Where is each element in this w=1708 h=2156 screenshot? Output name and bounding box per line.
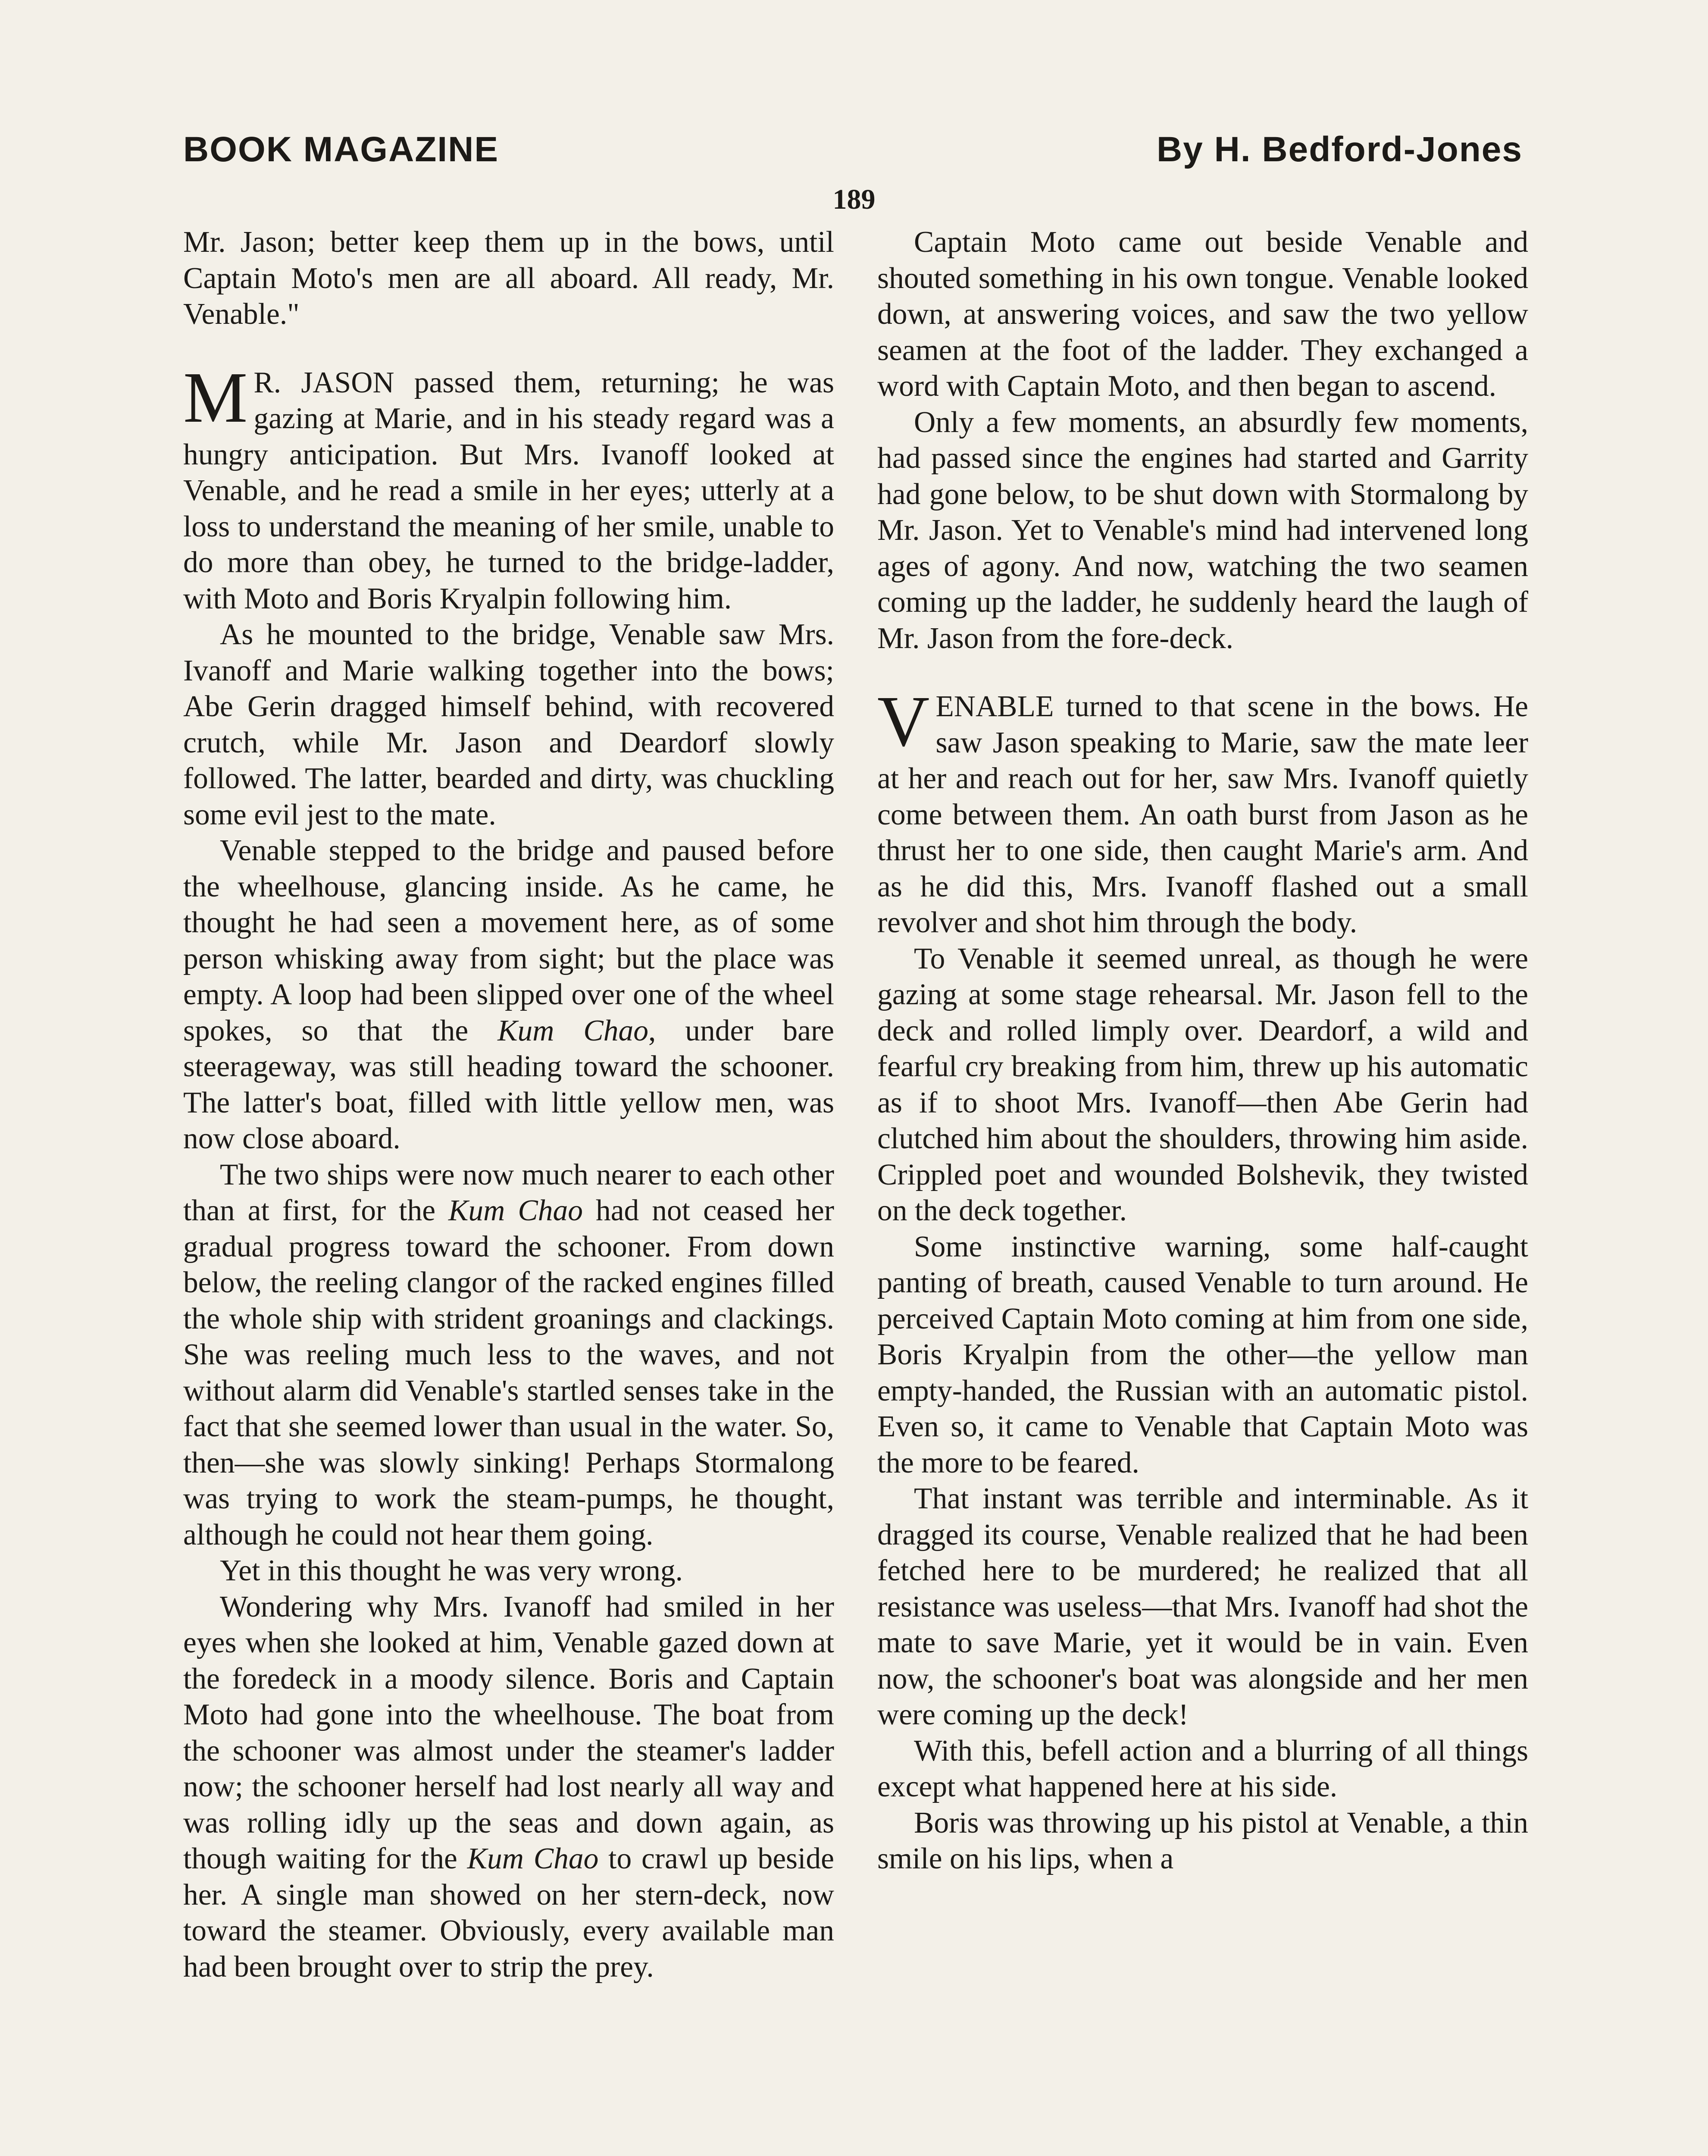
paragraph: The two ships were now much nearer to each other than at first, for the Kum Chao had not ceased her gradual progress toward the schooner. From down below, the reeling clangor of the racked engines filled the whole ship with strident groanings and clackings. She was reeling much less to the waves, and not without alarm did Venable's startled senses take in the fact that she seemed lower than usual in the water. So, then—she was slowly sinking! Perhaps Stormalong was trying to work the steam-pumps, he thought, although he could not hear them going. [183,1158,835,1551]
section-opening-paragraph: MR. JASON passed them, returning; he was gazing at Marie, and in his steady regard was a hungry anticipation. But Mrs. Ivanoff looked at Venable, and he read a smile in her eyes; utterly at a loss to understand the meaning of her smile, unable to do more than obey, he turned to the bridge-ladder, with Moto and Boris Kryalpin following him. [183,357,834,615]
page-number: 189 [832,184,876,215]
left-column [183,224,834,1985]
paragraph: Venable stepped to the bridge and paused before the wheelhouse, glancing inside. As he came, he thought he had seen a movement here, as of some person whisking away from sight; but the place was empty. A loop had been slipped over one of the wheel spokes, so that the Kum Chao, under bare steerageway, was still heading toward the schooner. The latter's boat, filled with little yellow men, was now close aboard. [183,834,834,1155]
paragraph: That instant was terrible and interminable. As it dragged its course, Venable realized that he had been fetched here to be murdered; he realized that all resistance was useless—that Mrs. Ivanoff had shot the mate to save Marie, yet it would be in vain. Even now, the schooner's boat was alongside and her men were coming up the deck! [877,1482,1528,1731]
right-column [877,224,1528,1877]
ship-name: Kum Chao [448,1194,583,1227]
paragraph: With this, befell action and a blurring of all things except what happened here at his side. [877,1734,1528,1803]
paragraph: Captain Moto came out beside Venable and shouted something in his own tongue. Venable looked down, at answering voices, and saw the two yellow seamen at the foot of the ladder. They exchanged a word with Captain Moto, and then began to ascend. [877,226,1528,403]
paragraph: Only a few moments, an absurdly few moments, had passed since the engines had started and Garrity had gone below, to be shut down with Stormalong by Mr. Jason. Yet to Venable's mind had intervened long ages of agony. And now, watching the two seamen coming up the ladder, he suddenly heard the laugh of Mr. Jason from the fore-deck. [877,405,1528,655]
paragraph: To Venable it seemed unreal, as though he were gazing at some stage rehearsal. Mr. Jason fell to the deck and rolled limply over. Deardorf, a wild and fearful cry breaking from him, threw up his automatic as if to shoot Mrs. Ivanoff—then Abe Gerin had clutched him about the shoulders, throwing him aside. Crippled poet and wounded Bolshevik, they twisted on the deck together. [877,942,1528,1227]
paragraph: As he mounted to the bridge, Venable saw Mrs. Ivanoff and Marie walking together into the bows; Abe Gerin dragged himself behind, with recovered crutch, while Mr. Jason and Deardorf slowly followed. The latter, bearded and dirty, was chuckling some evil jest to the mate. [183,618,834,831]
section-opening-paragraph: VENABLE turned to that scene in the bows. He saw Jason speaking to Marie, saw the mate leer at her and reach out for her, saw Mrs. Ivanoff quietly come between them. An oath burst from Jason as he thrust her to one side, then caught Marie's arm. And as he did this, Mrs. Ivanoff flashed out a small revolver and shot him through the body. [877,681,1528,939]
running-head [183,129,1523,170]
paragraph: Wondering why Mrs. Ivanoff had smiled in her eyes when she looked at him, Venable gazed down at the foredeck in a moody silence. Boris and Captain Moto had gone into the wheelhouse. The boat from the schooner was almost under the steamer's ladder now; the schooner herself had lost nearly all way and was rolling idly up the seas and down again, as though waiting for the Kum Chao to crawl up beside her. A single man showed on her stern-deck, now toward the steamer. Obviously, every available man had been brought over to strip the prey. [183,1590,834,1984]
ship-name: Kum Chao [467,1842,599,1875]
paragraph: Mr. Jason; better keep them up in the bows, until Captain Moto's men are all aboard. All ready, Mr. Venable." [183,226,834,331]
paragraph: Boris was throwing up his pistol at Venable, a thin smile on his lips, when a [877,1806,1528,1875]
magazine-title: BOOK MAGAZINE [183,130,499,169]
ship-name: Kum Chao [497,1014,648,1047]
paragraph: Some instinctive warning, some half-caught panting of breath, caused Venable to turn around. He perceived Captain Moto coming at him from one side, Boris Kryalpin from the other—the yellow man empty-handed, the Russian with an automatic pistol. Even so, it came to Venable that Captain Moto was the more to be feared. [877,1230,1528,1479]
paragraph: Yet in this thought he was very wrong. [220,1554,683,1587]
author-byline: By H. Bedford-Jones [1157,130,1523,169]
